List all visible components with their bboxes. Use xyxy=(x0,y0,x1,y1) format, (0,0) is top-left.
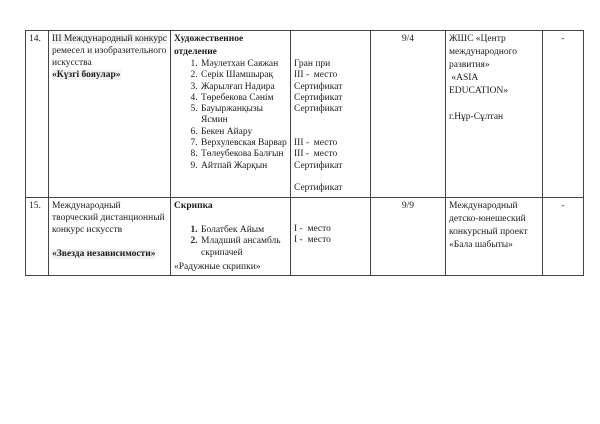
result-line: III - место xyxy=(294,149,338,160)
competition-highlight-line xyxy=(52,33,167,45)
result-line xyxy=(294,115,367,126)
organizer-lines xyxy=(449,33,539,124)
competition-body-text: Международный творческий дистанционный конкурс искусств xyxy=(52,200,165,235)
participant-item: 3. Жарылғап Надира xyxy=(200,82,287,93)
result-line: I - место xyxy=(294,234,331,245)
organizer-line: «Бала шабыты» xyxy=(449,239,513,250)
results-list xyxy=(294,224,367,247)
row-number: 15. xyxy=(29,200,41,211)
participant-item: 5. Бауыржанқызы Ясмин xyxy=(200,104,287,127)
section-cell xyxy=(171,197,291,276)
participant-item: 2. Младший ансамбль скрипачей xyxy=(200,236,287,259)
organizer-line: ЖШС «Центр xyxy=(449,34,506,44)
participant-item: 1. Мәулетхан Саяжан xyxy=(200,59,287,70)
results-list xyxy=(294,59,367,195)
participant-item: 6. Бекен Айару xyxy=(200,127,287,138)
participant-item: 2. Серік Шамшырақ xyxy=(200,70,287,81)
competition-highlight-text: III Международный конкурс xyxy=(52,34,168,44)
table-row xyxy=(26,31,584,198)
competition-title-line xyxy=(52,248,167,260)
organizer-line: детско-юнешеский xyxy=(449,213,526,224)
result-line: Сертификат xyxy=(294,160,343,171)
ratio-cell xyxy=(371,31,446,198)
result-line: III - место xyxy=(294,70,338,81)
participants-list xyxy=(174,225,287,259)
section-header: Художественное отделение xyxy=(174,34,244,57)
row-number-cell xyxy=(26,31,49,198)
participant-item: 7. Верхулевская Варвар xyxy=(200,138,287,149)
organizer-line: развития» xyxy=(449,60,490,70)
result-line: Сертификат xyxy=(294,92,343,103)
result-line xyxy=(294,127,367,138)
section-cell xyxy=(171,31,291,198)
organizer-line: «ASIA xyxy=(449,73,479,83)
result-line: Сертификат xyxy=(294,81,343,92)
participant-item: 9. Айтпай Жарқын xyxy=(200,161,287,172)
results-cell xyxy=(291,197,371,276)
note-value: - xyxy=(561,200,565,211)
results-cell xyxy=(291,31,371,198)
result-line: I - место xyxy=(294,223,331,234)
row-number-cell xyxy=(26,197,49,276)
result-line xyxy=(294,172,367,183)
participant-item: 1. Болатбек Айым xyxy=(200,225,287,236)
ratio-value: 9/4 xyxy=(401,34,415,44)
participant-item: 8. Төлеубекова Балғын xyxy=(200,149,287,160)
result-line: III - место xyxy=(294,138,338,149)
competition-body-text: ремесел и изобразительного искусства xyxy=(52,46,167,68)
note-cell xyxy=(543,31,584,198)
organizer-cell xyxy=(446,31,543,198)
result-line: Сертификат xyxy=(294,104,343,115)
organizer-line xyxy=(449,98,539,111)
result-line: Сертификат xyxy=(294,183,343,194)
competitions-table xyxy=(25,30,584,276)
participants-list xyxy=(174,59,287,172)
row-number: 14. xyxy=(29,34,41,44)
organizer-line: г.Нұр-Сұлтан xyxy=(449,112,504,122)
organizer-cell xyxy=(446,197,543,276)
organizer-lines xyxy=(449,200,539,252)
ratio-value: 9/9 xyxy=(401,200,415,211)
result-line: Гран при xyxy=(294,59,331,69)
competition-cell xyxy=(49,197,171,276)
section-header: Скрипка xyxy=(174,200,213,211)
organizer-line: конкурсный проект xyxy=(449,226,528,237)
organizer-line: Международный xyxy=(449,200,518,211)
competition-title: «Звезда независимости» xyxy=(52,248,156,259)
organizer-line: EDUCATION» xyxy=(449,86,509,96)
note-cell xyxy=(543,197,584,276)
competition-title: «Күзгі бояулар» xyxy=(52,70,121,80)
participant-item: 4. Төребекова Сәнім xyxy=(200,93,287,104)
note-value: - xyxy=(561,34,565,44)
section-footer: «Радужные скрипки» xyxy=(174,261,261,272)
table-row xyxy=(26,197,584,276)
ratio-cell xyxy=(371,197,446,276)
organizer-line: международного xyxy=(449,47,517,57)
competition-title-line xyxy=(52,69,167,81)
competition-cell xyxy=(49,31,171,198)
